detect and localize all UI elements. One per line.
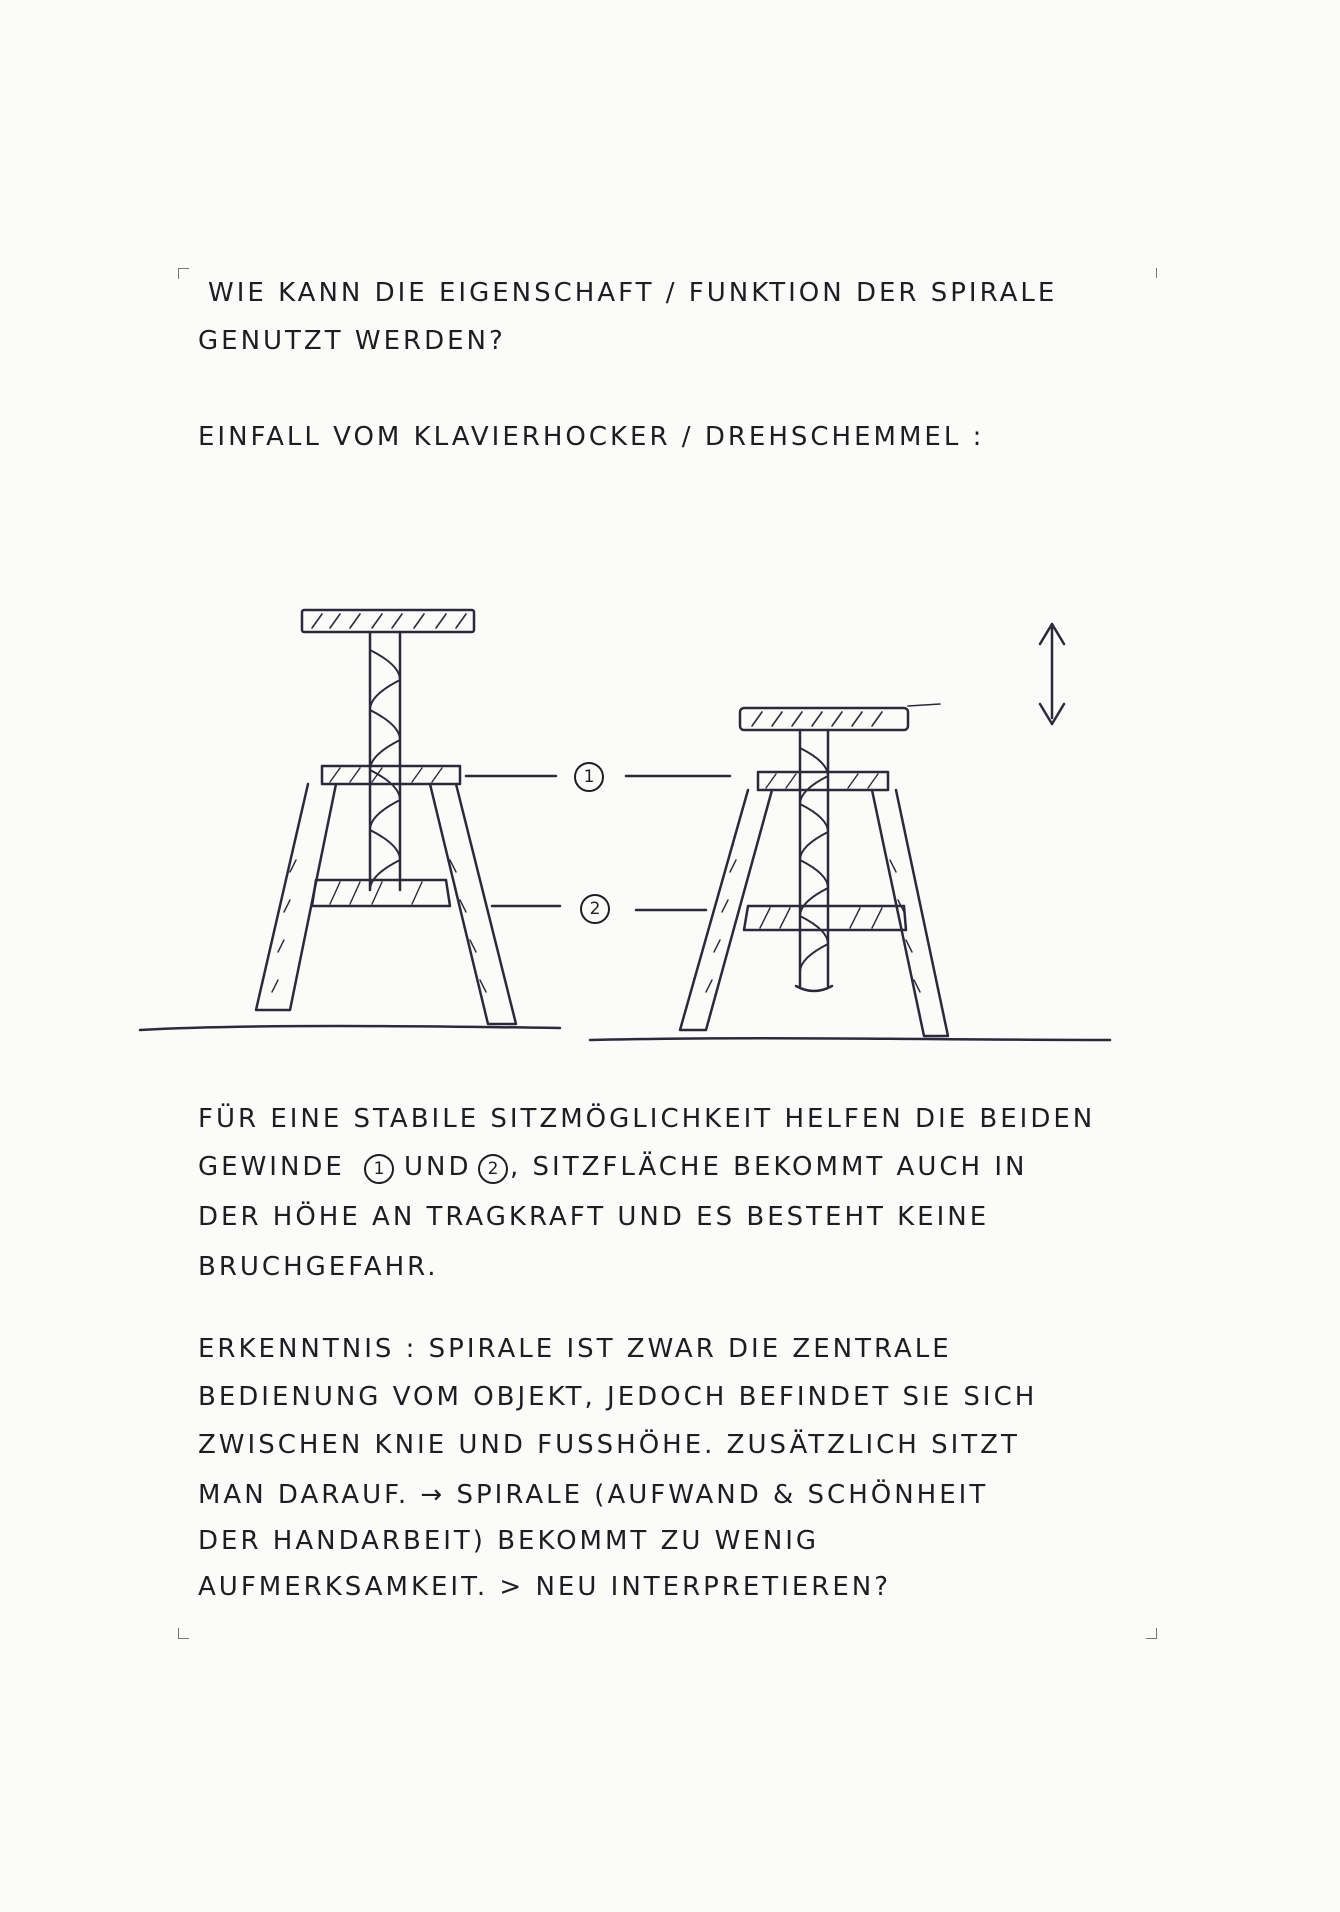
paragraph2-line-1: ERKENNTNIS : SPIRALE IST ZWAR DIE ZENTRALE — [198, 1334, 952, 1364]
paragraph1-text-c: , SITZFLÄCHE BEKOMMT AUCH IN — [510, 1152, 1028, 1182]
double-arrow-vertical-icon — [1040, 624, 1064, 724]
ground-line-left — [140, 1026, 560, 1030]
paragraph1-text-a: GEWINDE — [198, 1152, 345, 1182]
paragraph2-line-2: BEDIENUNG VOM OBJEKT, JEDOCH BEFINDET SIE SICH — [198, 1382, 1038, 1412]
paragraph1-circle-1: 1 — [364, 1154, 394, 1184]
paragraph1-line-1: FÜR EINE STABILE SITZMÖGLICHKEIT HELFEN DIE BEIDEN — [198, 1104, 1096, 1134]
stool-right — [680, 704, 948, 1036]
question-line-2: GENUTZT WERDEN? — [198, 326, 506, 356]
question-line-1: WIE KANN DIE EIGENSCHAFT / FUNKTION DER SPIRALE — [208, 278, 1058, 308]
paragraph1-text-b: UND — [404, 1152, 472, 1182]
ground-line-right — [590, 1038, 1110, 1040]
crop-mark-bottom-left — [178, 1628, 189, 1639]
paragraph2-line-5: DER HANDARBEIT) BEKOMMT ZU WENIG — [198, 1526, 820, 1556]
paragraph2-line-3: ZWISCHEN KNIE UND FUSSHÖHE. ZUSÄTZLICH SITZT — [198, 1430, 1020, 1460]
paragraph1-circle-2: 2 — [478, 1154, 508, 1184]
paragraph1-line-3: DER HÖHE AN TRAGKRAFT UND ES BESTEHT KEINE — [198, 1202, 990, 1232]
idea-heading: EINFALL VOM KLAVIERHOCKER / DREHSCHEMMEL : — [198, 422, 985, 452]
crop-mark-bottom-right — [1146, 1628, 1157, 1639]
callout-label-2: 2 — [580, 894, 610, 924]
paragraph1-line-4: BRUCHGEFAHR. — [198, 1252, 439, 1282]
stool-left — [256, 610, 516, 1024]
callout-label-1: 1 — [574, 762, 604, 792]
paragraph2-line-4: MAN DARAUF. → SPIRALE (AUFWAND & SCHÖNHEIT — [198, 1480, 989, 1510]
paragraph2-line-6: AUFMERKSAMKEIT. > NEU INTERPRETIEREN? — [198, 1572, 892, 1602]
